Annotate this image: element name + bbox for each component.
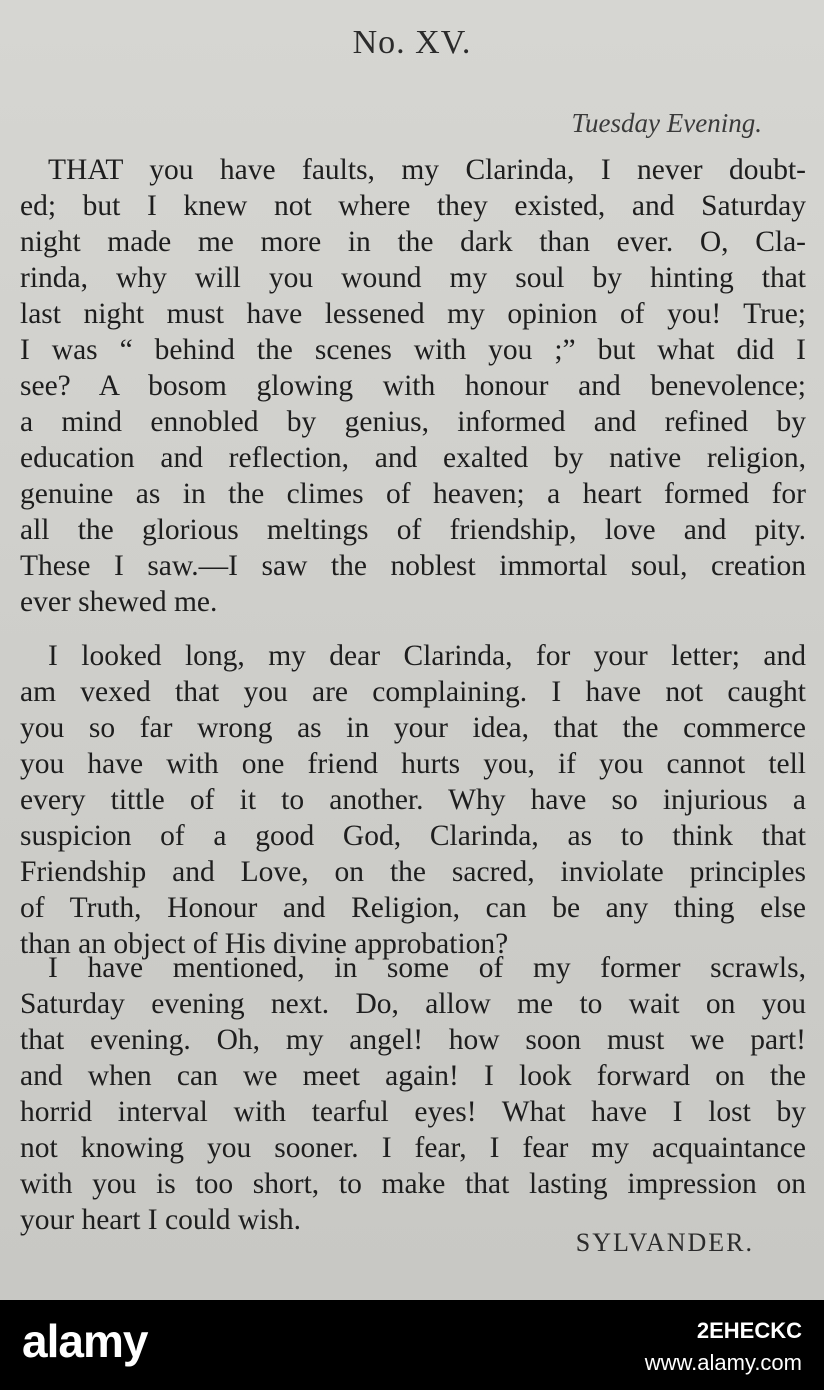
text-line: suspicion of a good God, Clarinda, as to think that — [20, 820, 806, 852]
text-line: that evening. Oh, my angel! how soon must we part! — [20, 1024, 806, 1056]
text-line: I looked long, my dear Clarinda, for your letter; and — [48, 640, 806, 672]
text-line: genuine as in the climes of heaven; a heart formed for — [20, 478, 806, 510]
text-line: I have mentioned, in some of my former scrawls, — [48, 952, 806, 984]
text-line: I was “ behind the scenes with you ;” but what did I — [20, 334, 806, 366]
paragraph-1 — [20, 152, 806, 620]
brand-logo: alamy — [22, 1315, 148, 1367]
text-line: education and reflection, and exalted by native religion, — [20, 442, 806, 474]
text-line: Friendship and Love, on the sacred, inviolate principles — [20, 856, 806, 888]
text-line: rinda, why will you wound my soul by hinting that — [20, 262, 806, 294]
paragraph-2 — [20, 638, 806, 962]
image-meta — [645, 1318, 802, 1376]
site-url: www.alamy.com — [644, 1350, 802, 1375]
text-line: ed; but I knew not where they existed, and Saturday — [20, 190, 806, 222]
letter-number: No. XV. — [352, 24, 472, 61]
text-line: last night must have lessened my opinion of you! True; — [20, 298, 806, 330]
text-line: THAT you have faults, my Clarinda, I never doubt- — [48, 154, 806, 186]
text-line: with you is too short, to make that lasting impression on — [20, 1168, 806, 1200]
text-line: Saturday evening next. Do, allow me to wait on you — [20, 988, 806, 1020]
image-id: 2EHECKC — [696, 1318, 802, 1343]
watermark-footer — [0, 1300, 824, 1390]
text-line: horrid interval with tearful eyes! What have I lost by — [20, 1096, 806, 1128]
text-line: of Truth, Honour and Religion, can be any thing else — [20, 892, 806, 924]
paragraph-3 — [20, 950, 806, 1238]
text-line: your heart I could wish. — [20, 1204, 301, 1236]
text-line: a mind ennobled by genius, informed and refined by — [20, 406, 806, 438]
text-line: night made me more in the dark than ever. O, Cla- — [20, 226, 806, 258]
text-line: am vexed that you are complaining. I have not caught — [20, 676, 806, 708]
text-line: every tittle of it to another. Why have so injurious a — [20, 784, 806, 816]
text-line: and when can we meet again! I look forward on the — [20, 1060, 806, 1092]
text-line: you have with one friend hurts you, if you cannot tell — [20, 748, 806, 780]
text-line: than an object of His divine approbation? — [20, 928, 509, 960]
text-line: ever shewed me. — [20, 586, 218, 618]
text-line: not knowing you sooner. I fear, I fear my acquaintance — [20, 1132, 806, 1164]
text-line: all the glorious meltings of friendship, love and pity. — [20, 514, 806, 546]
text-line: These I saw.—I saw the noblest immortal soul, creation — [20, 550, 806, 582]
signature: SYLVANDER. — [575, 1228, 754, 1257]
text-line: see? A bosom glowing with honour and benevolence; — [20, 370, 806, 402]
text-line: you so far wrong as in your idea, that the commerce — [20, 712, 806, 744]
dateline: Tuesday Evening. — [571, 108, 762, 138]
